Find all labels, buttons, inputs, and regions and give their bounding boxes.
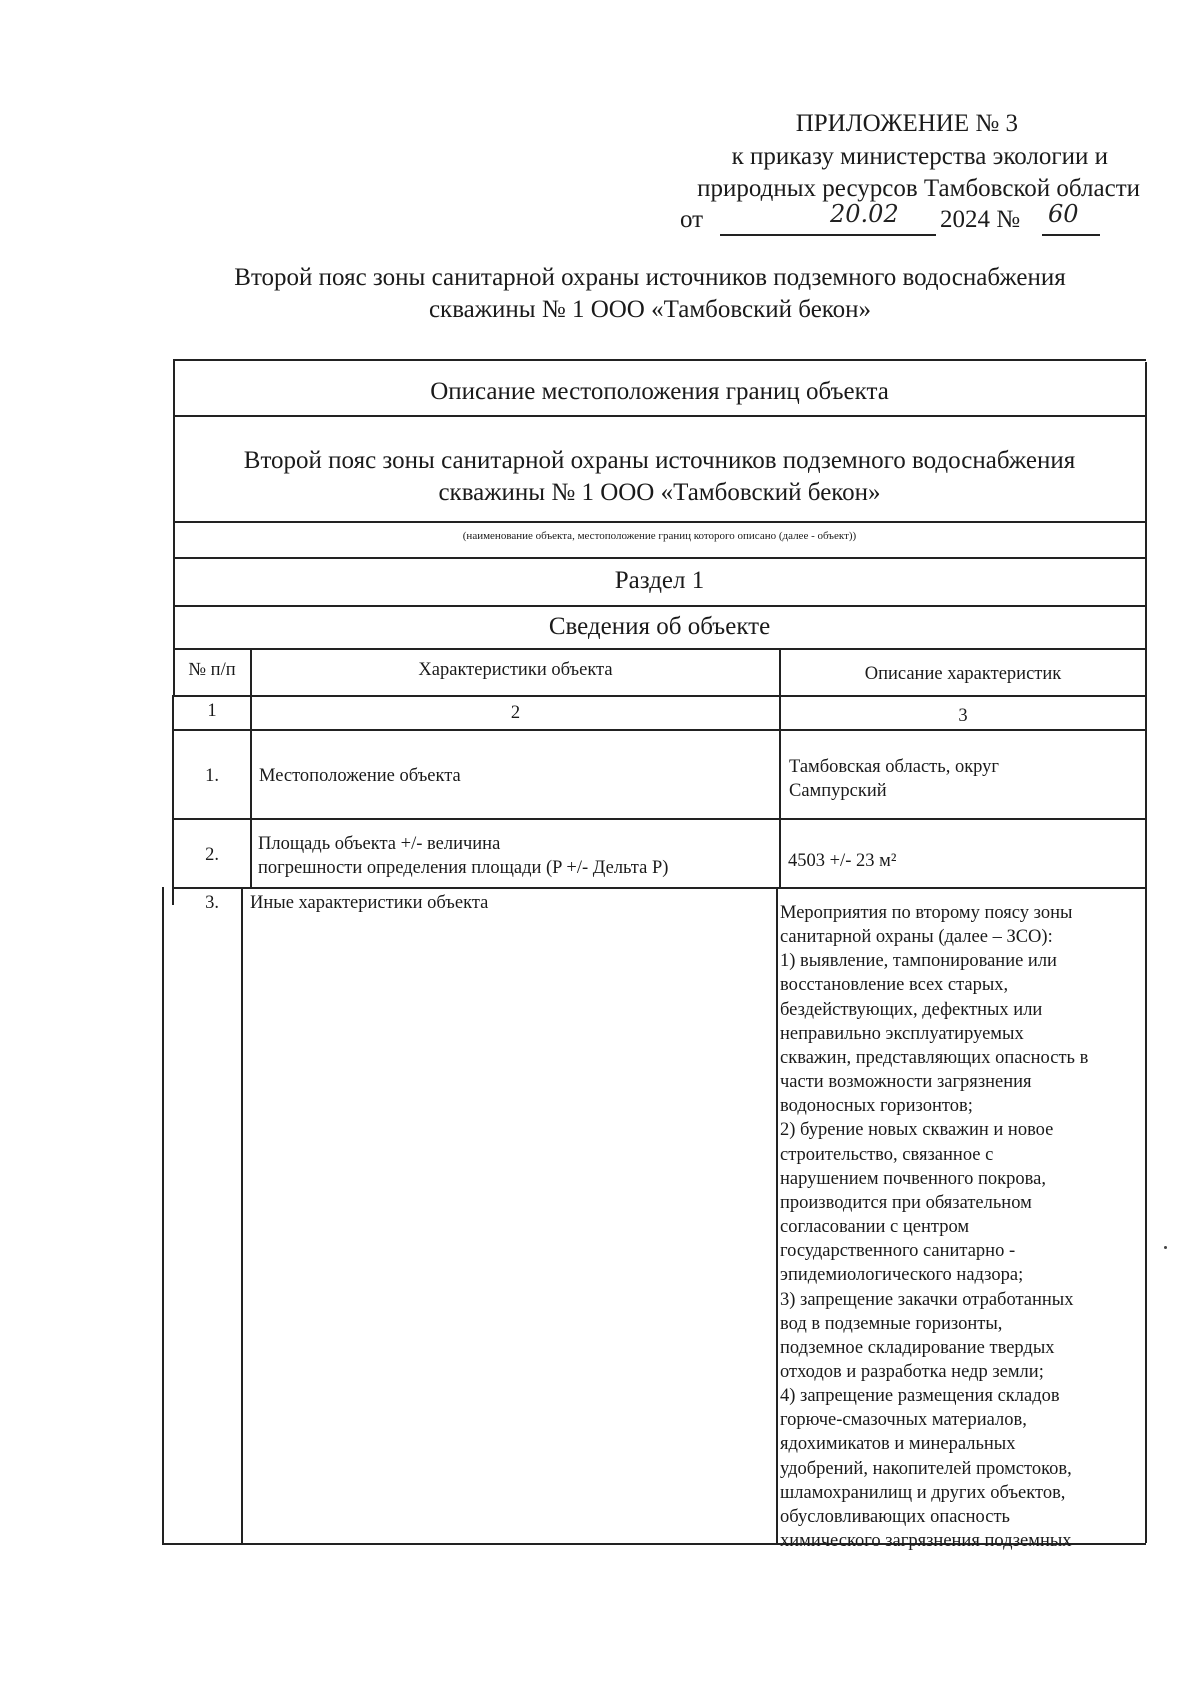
row3-description-line: 3) запрещение закачки отработанных bbox=[780, 1289, 1074, 1310]
table-border-left-lower bbox=[172, 695, 174, 905]
number-row-divider bbox=[173, 729, 1146, 731]
header-row-divider bbox=[173, 695, 1146, 697]
date-underline bbox=[720, 234, 936, 236]
row3-description-line: производится при обязательном bbox=[780, 1192, 1032, 1213]
row3-description bbox=[780, 901, 1140, 1553]
column-sep-1-lower bbox=[241, 887, 243, 1544]
appendix-subtitle-1: к приказу министерства экологии и bbox=[731, 143, 1108, 170]
section-title-divider bbox=[173, 648, 1146, 650]
row3-description-line: строительство, связанное с bbox=[780, 1144, 994, 1165]
row3-description-line: неправильно эксплуатируемых bbox=[780, 1023, 1024, 1044]
column-header-description: Описание характеристик bbox=[864, 664, 1062, 684]
document-title-line1: Второй пояс зоны санитарной охраны источников подземного водоснабжения bbox=[234, 264, 1066, 291]
handwritten-date: 20.02 bbox=[830, 200, 899, 228]
section-label: Раздел 1 bbox=[614, 567, 705, 594]
object-name-divider bbox=[173, 521, 1146, 523]
row3-description-line: санитарной охраны (далее – ЗСО): bbox=[780, 927, 1053, 948]
row3-description-line: бездействующих, дефектных или bbox=[780, 999, 1043, 1020]
date-prefix: от bbox=[680, 206, 704, 233]
document-title-line2: скважины № 1 ООО «Тамбовский бекон» bbox=[428, 296, 872, 323]
order-year: 2024 № bbox=[940, 206, 1021, 233]
table-border-right bbox=[1145, 362, 1147, 1543]
row3-description-line: эпидемиологического надзора; bbox=[780, 1265, 1024, 1286]
row2-divider bbox=[172, 887, 1146, 889]
order-date-line bbox=[680, 200, 1120, 238]
row1-description-line1: Тамбовская область, округ bbox=[789, 757, 1000, 777]
appendix-subtitle-2: природных ресурсов Тамбовской области bbox=[697, 175, 1140, 202]
row3-description-line: отходов и разработка недр земли; bbox=[780, 1361, 1044, 1382]
row3-description-line: шламохранилищ и других объектов, bbox=[780, 1482, 1066, 1503]
handwritten-number: 60 bbox=[1048, 200, 1079, 228]
caption-divider bbox=[173, 415, 1146, 417]
row3-description-line: Мероприятия по второму поясу зоны bbox=[780, 903, 1073, 923]
document-title bbox=[150, 262, 1150, 326]
section-divider bbox=[173, 605, 1146, 607]
column-number-2: 2 bbox=[510, 703, 521, 723]
row3-description-line: обусловливающих опасность bbox=[780, 1506, 1010, 1527]
row3-description-line: ядохимикатов и минеральных bbox=[780, 1434, 1016, 1455]
row2-name bbox=[258, 832, 668, 880]
appendix-title: ПРИЛОЖЕНИЕ № 3 bbox=[795, 110, 1018, 137]
row3-description-line: государственного санитарно - bbox=[780, 1241, 1016, 1262]
row3-description-line: восстановление всех старых, bbox=[780, 975, 1009, 996]
table-border-top bbox=[173, 359, 1146, 361]
object-name bbox=[174, 445, 1145, 509]
column-header-number: № п/п bbox=[188, 660, 236, 680]
row3-description-line: скважин, представляющих опасность в bbox=[780, 1047, 1089, 1068]
column-sep-1 bbox=[250, 648, 252, 888]
row2-description: 4503 +/- 23 м² bbox=[788, 851, 897, 871]
table-border-left-bottom bbox=[162, 887, 164, 1544]
row3-description-line: подземное складирование твердых bbox=[780, 1337, 1055, 1358]
row3-description-line: 2) бурение новых скважин и новое bbox=[780, 1120, 1054, 1141]
number-underline bbox=[1042, 234, 1100, 236]
section-title: Сведения об объекте bbox=[548, 613, 771, 640]
column-header-characteristics: Характеристики объекта bbox=[418, 660, 613, 680]
row3-description-line: нарушением почвенного покрова, bbox=[780, 1168, 1047, 1189]
object-name-line2: скважины № 1 ООО «Тамбовский бекон» bbox=[438, 479, 881, 506]
row2-name-line1: Площадь объекта +/- величина bbox=[258, 834, 501, 854]
row3-description-line: водоносных горизонтов; bbox=[780, 1096, 973, 1117]
row3-number: 3. bbox=[205, 893, 219, 913]
row3-name: Иные характеристики объекта bbox=[250, 893, 489, 913]
row3-description-line: 4) запрещение размещения складов bbox=[780, 1386, 1060, 1407]
row1-divider bbox=[173, 818, 1146, 820]
row3-description-line: части возможности загрязнения bbox=[780, 1072, 1032, 1093]
row1-name: Местоположение объекта bbox=[259, 766, 461, 786]
column-number-1: 1 bbox=[207, 701, 217, 721]
scan-speck bbox=[1164, 1246, 1167, 1249]
table-border-left bbox=[173, 359, 175, 695]
row3-description-line: горюче-смазочных материалов, bbox=[780, 1410, 1027, 1431]
row3-description-line: удобрений, накопителей промстоков, bbox=[780, 1458, 1072, 1479]
table-caption: Описание местоположения границ объекта bbox=[430, 378, 889, 405]
note-divider bbox=[173, 557, 1146, 559]
row1-description-line2: Сампурский bbox=[789, 781, 887, 801]
row1-number: 1. bbox=[205, 766, 219, 786]
row2-name-line2: погрешности определения площади (P +/- Дельта P) bbox=[258, 858, 669, 878]
row2-number: 2. bbox=[205, 845, 219, 865]
column-sep-2-lower bbox=[776, 887, 778, 1544]
column-number-3: 3 bbox=[958, 706, 968, 726]
row1-description bbox=[789, 755, 999, 803]
object-name-line1: Второй пояс зоны санитарной охраны источников подземного водоснабжения bbox=[243, 447, 1076, 474]
row3-description-line: химического загрязнения подземных bbox=[780, 1531, 1072, 1552]
object-note: (наименование объекта, местоположение границ которого описано (далее - объект)) bbox=[462, 530, 857, 542]
row3-description-line: 1) выявление, тампонирование или bbox=[780, 951, 1057, 972]
row3-description-line: согласовании с центром bbox=[780, 1217, 970, 1238]
row3-description-line: вод в подземные горизонты, bbox=[780, 1313, 1003, 1334]
